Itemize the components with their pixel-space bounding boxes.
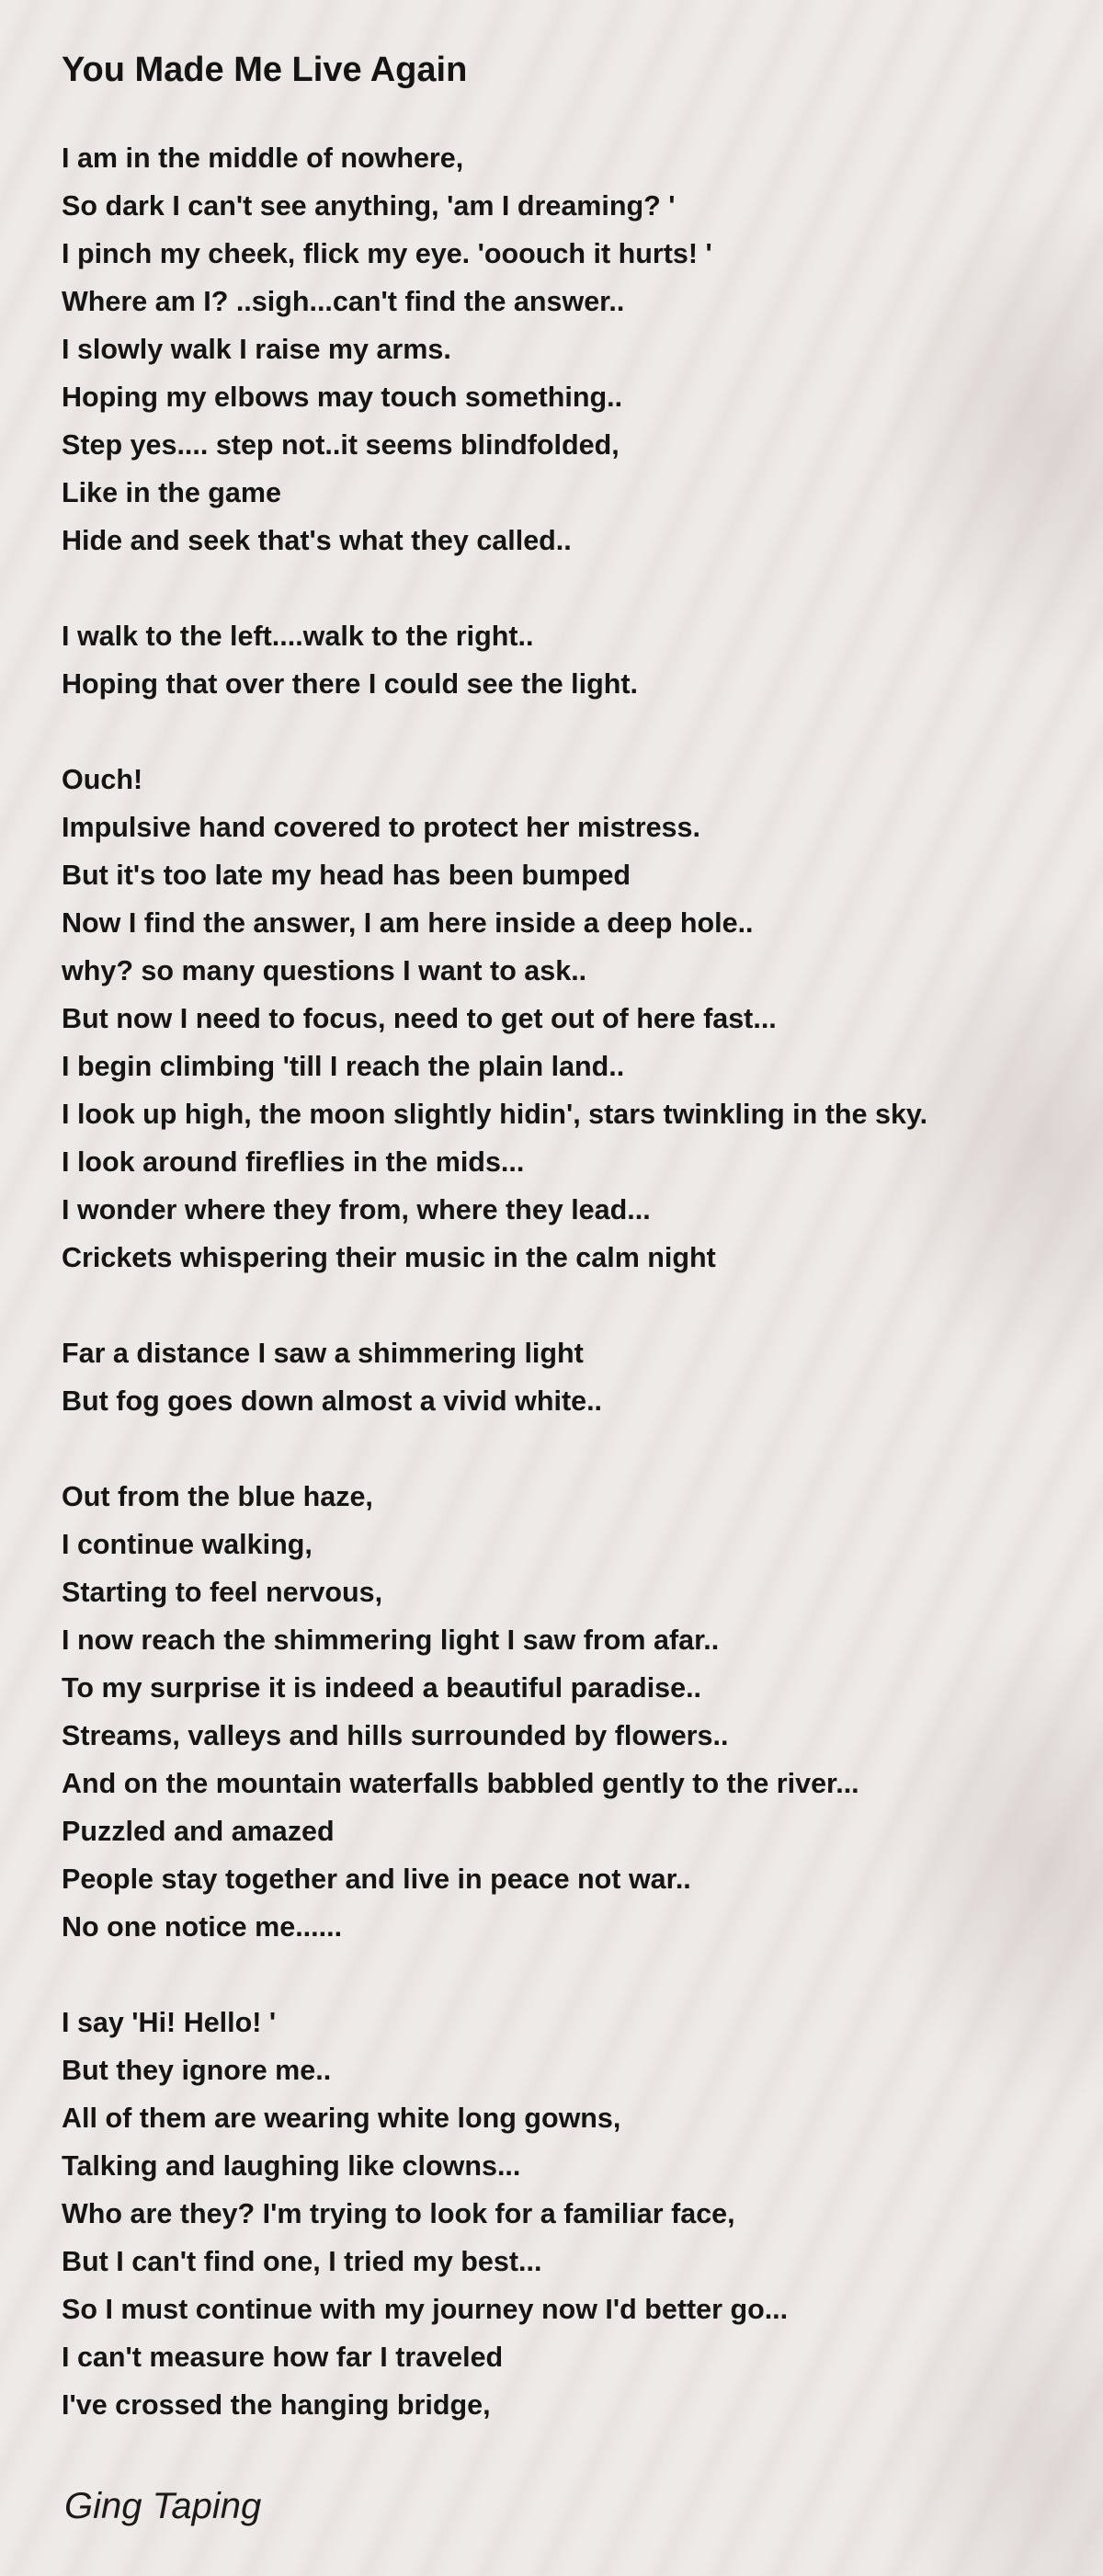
poem-line: I say 'Hi! Hello! ' bbox=[62, 2007, 277, 2038]
poem-line: Crickets whispering their music in the calm night bbox=[62, 1242, 716, 1273]
poem-title: You Made Me Live Again bbox=[62, 51, 468, 89]
poem-line: I continue walking, bbox=[62, 1529, 313, 1560]
poem-line: All of them are wearing white long gowns, bbox=[62, 2103, 621, 2134]
poem-line: Now I find the answer, I am here inside a deep hole.. bbox=[62, 907, 754, 939]
stanza-break bbox=[62, 1951, 1082, 1999]
poem-line: But I can't find one, I tried my best... bbox=[62, 2246, 542, 2277]
stanza bbox=[62, 612, 1082, 708]
poem-line: Hide and seek that's what they called.. bbox=[62, 525, 572, 556]
poem-line: Talking and laughing like clowns... bbox=[62, 2150, 521, 2182]
stanza bbox=[62, 1473, 1082, 1951]
poem-line: People stay together and live in peace not war.. bbox=[62, 1864, 691, 1895]
poem-line: Hoping my elbows may touch something.. bbox=[62, 382, 623, 413]
stanza bbox=[62, 1329, 1082, 1425]
poem-line: Puzzled and amazed bbox=[62, 1816, 335, 1847]
poem-line: Hoping that over there I could see the light. bbox=[62, 668, 639, 700]
poem-line: I am in the middle of nowhere, bbox=[62, 142, 464, 174]
poem-line: Ouch! bbox=[62, 764, 143, 795]
poem-line: I wonder where they from, where they lead... bbox=[62, 1194, 651, 1225]
poem-line: So dark I can't see anything, 'am I dreaming? ' bbox=[62, 190, 676, 222]
poem-line: Streams, valleys and hills surrounded by flowers.. bbox=[62, 1720, 729, 1751]
poem-line: I look up high, the moon slightly hidin', stars twinkling in the sky. bbox=[62, 1099, 928, 1130]
poem-line: I can't measure how far I traveled bbox=[62, 2342, 504, 2373]
poem-line: Far a distance I saw a shimmering light bbox=[62, 1338, 584, 1369]
stanza bbox=[62, 756, 1082, 1282]
poem-line: But they ignore me.. bbox=[62, 2055, 332, 2086]
poem-line: I now reach the shimmering light I saw from afar.. bbox=[62, 1624, 720, 1656]
stanza bbox=[62, 1999, 1082, 2429]
stanza-break bbox=[62, 708, 1082, 756]
poem-line: I begin climbing 'till I reach the plain land.. bbox=[62, 1051, 625, 1082]
poem-line: I slowly walk I raise my arms. bbox=[62, 334, 451, 365]
poem-line: No one notice me...... bbox=[62, 1911, 343, 1943]
stanza-break bbox=[62, 1282, 1082, 1329]
poem-line: I look around fireflies in the mids... bbox=[62, 1146, 525, 1178]
stanza bbox=[62, 134, 1082, 564]
poem-line: Out from the blue haze, bbox=[62, 1481, 373, 1512]
poem-line: Who are they? I'm trying to look for a familiar face, bbox=[62, 2198, 735, 2229]
poem-line: Impulsive hand covered to protect her mistress. bbox=[62, 812, 700, 843]
poem-line: And on the mountain waterfalls babbled gently to the river... bbox=[62, 1768, 859, 1799]
poem-container bbox=[62, 46, 1082, 2429]
poem-line: Starting to feel nervous, bbox=[62, 1577, 383, 1608]
poem-line: So I must continue with my journey now I'd better go... bbox=[62, 2294, 789, 2325]
poem-body bbox=[62, 134, 1082, 2429]
poem-line: But it's too late my head has been bumped bbox=[62, 860, 631, 891]
poem-line: Like in the game bbox=[62, 477, 281, 508]
poem-line: I pinch my cheek, flick my eye. 'ooouch it hurts! ' bbox=[62, 238, 712, 269]
stanza-break bbox=[62, 1425, 1082, 1473]
poem-author: Ging Taping bbox=[64, 2486, 262, 2526]
poem-line: I walk to the left....walk to the right.. bbox=[62, 621, 534, 652]
stanza-break bbox=[62, 564, 1082, 612]
poem-line: I've crossed the hanging bridge, bbox=[62, 2389, 491, 2421]
poem-line: Step yes.... step not..it seems blindfolded, bbox=[62, 429, 620, 461]
poem-line: But now I need to focus, need to get out of here fast... bbox=[62, 1003, 777, 1034]
poem-line: But fog goes down almost a vivid white.. bbox=[62, 1385, 603, 1417]
poem-line: Where am I? ..sigh...can't find the answer.. bbox=[62, 286, 625, 317]
poem-line: why? so many questions I want to ask.. bbox=[62, 955, 587, 986]
poem-line: To my surprise it is indeed a beautiful paradise.. bbox=[62, 1672, 702, 1704]
